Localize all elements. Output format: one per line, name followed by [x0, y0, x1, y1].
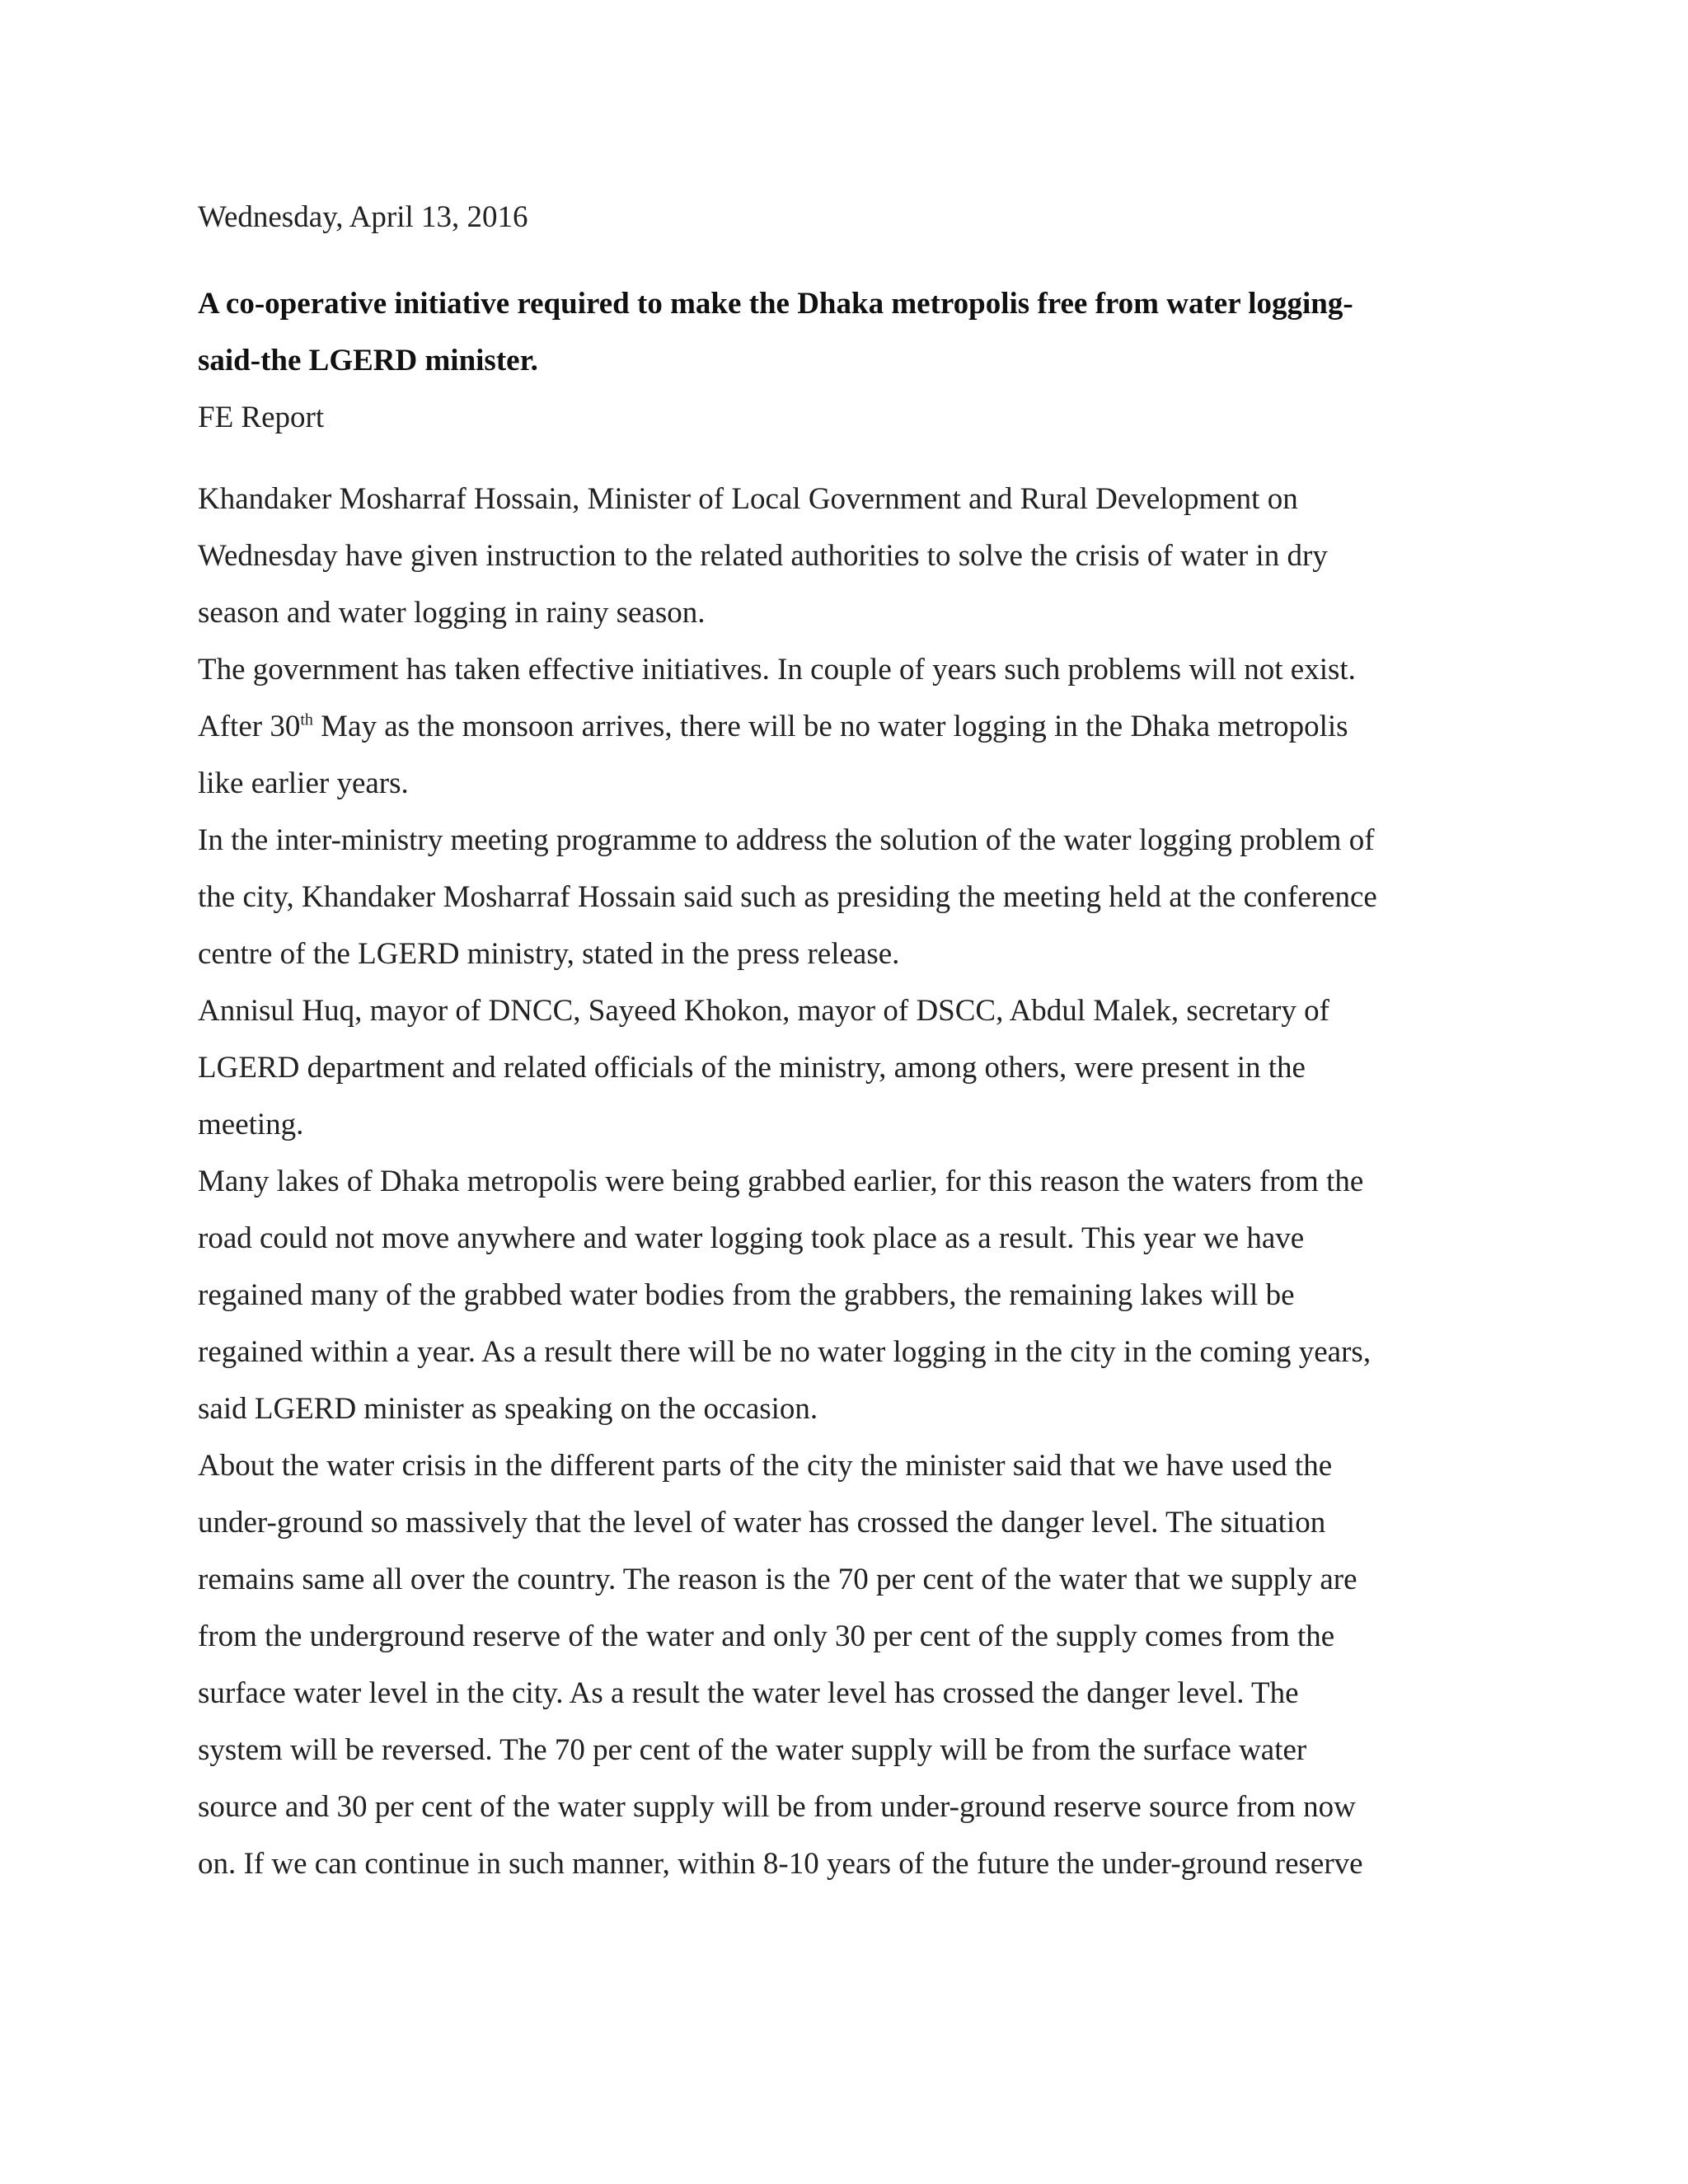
- text-line: the city, Khandaker Mosharraf Hossain said such as presiding the meeting held at the conference: [198, 880, 1377, 914]
- paragraph: [198, 471, 1484, 641]
- superscript: th: [300, 710, 313, 729]
- text-line: [198, 698, 1484, 755]
- text-line: like earlier years.: [198, 766, 409, 800]
- text-line: surface water level in the city. As a result the water level has crossed the danger level. The: [198, 1676, 1299, 1710]
- paragraph: [198, 1153, 1484, 1437]
- text-line: LGERD department and related officials of the ministry, among others, were present in the: [198, 1051, 1306, 1085]
- text-line: regained many of the grabbed water bodies from the grabbers, the remaining lakes will be: [198, 1278, 1295, 1312]
- paragraph: [198, 1437, 1484, 1892]
- article-byline: FE Report: [198, 401, 325, 434]
- article-date: Wednesday, April 13, 2016: [198, 200, 528, 234]
- text-line: season and water logging in rainy season.: [198, 596, 706, 630]
- text-line: said LGERD minister as speaking on the occasion.: [198, 1392, 818, 1426]
- text-line: source and 30 per cent of the water supply will be from under-ground reserve source from now: [198, 1790, 1356, 1824]
- text-line: Khandaker Mosharraf Hossain, Minister of Local Government and Rural Development on: [198, 482, 1298, 516]
- headline-line: said-the LGERD minister.: [198, 344, 538, 377]
- paragraph: [198, 982, 1484, 1153]
- text-line: from the underground reserve of the water and only 30 per cent of the supply comes from the: [198, 1619, 1335, 1653]
- paragraph: [198, 641, 1484, 812]
- text-fragment: May as the monsoon arrives, there will be no water logging in the Dhaka metropolis: [312, 710, 1348, 743]
- text-line: system will be reversed. The 70 per cent of the water supply will be from the surface water: [198, 1733, 1307, 1767]
- text-line: meeting.: [198, 1108, 304, 1141]
- text-line: In the inter-ministry meeting programme to address the solution of the water logging problem of: [198, 823, 1375, 857]
- text-line: remains same all over the country. The reason is the 70 per cent of the water that we supply are: [198, 1563, 1357, 1596]
- article-headline: [198, 275, 1484, 389]
- document-page: [198, 198, 1484, 1892]
- text-line: road could not move anywhere and water logging took place as a result. This year we have: [198, 1221, 1305, 1255]
- text-fragment: After 30: [198, 710, 301, 743]
- text-line: Annisul Huq, mayor of DNCC, Sayeed Khokon, mayor of DSCC, Abdul Malek, secretary of: [198, 994, 1329, 1028]
- paragraph: [198, 812, 1484, 982]
- text-line: on. If we can continue in such manner, within 8-10 years of the future the under-ground reserve: [198, 1847, 1363, 1881]
- text-line: regained within a year. As a result there will be no water logging in the city in the coming years,: [198, 1335, 1372, 1369]
- text-line: centre of the LGERD ministry, stated in the press release.: [198, 937, 900, 971]
- text-line: under-ground so massively that the level of water has crossed the danger level. The situation: [198, 1506, 1326, 1540]
- text-line: Many lakes of Dhaka metropolis were being grabbed earlier, for this reason the waters from the: [198, 1165, 1364, 1198]
- text-line: Wednesday have given instruction to the related authorities to solve the crisis of water in dry: [198, 539, 1328, 573]
- text-line: About the water crisis in the different parts of the city the minister said that we have used the: [198, 1449, 1333, 1483]
- headline-line: A co-operative initiative required to make the Dhaka metropolis free from water logging-: [198, 287, 1353, 321]
- text-line: The government has taken effective initiatives. In couple of years such problems will not exist.: [198, 653, 1356, 687]
